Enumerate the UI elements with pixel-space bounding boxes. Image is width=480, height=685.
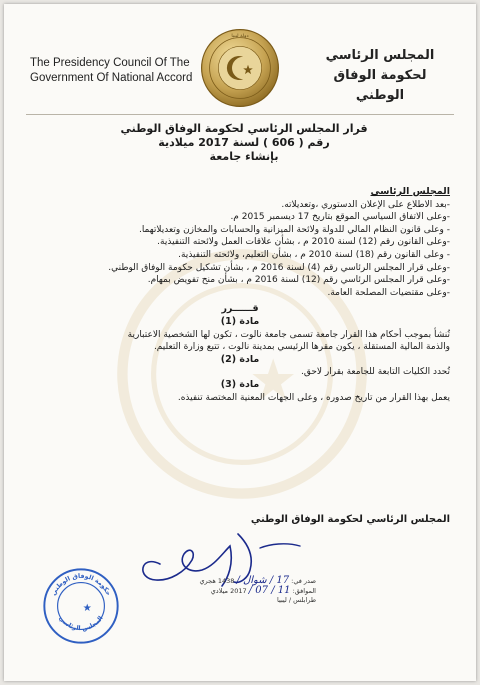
preamble-item: - وعلى القانون رقم (18) لسنة 2010 م ، بشأن التعليم، ولائحته التنفيذية. <box>178 249 450 260</box>
decree-body <box>30 186 450 404</box>
gregorian-date-line <box>196 586 316 596</box>
emblem-text: دولة ليبيا <box>231 33 249 39</box>
article3-heading: مادة (3) <box>220 378 260 390</box>
gregorian-date-handwritten: 11 / 07 / <box>248 585 291 596</box>
preamble-item: - وعلى قانون النظام المالي للدولة ولائحة الميزانية والحسابات والمخازن وتعديلاتهما. <box>138 224 450 235</box>
article2-heading: مادة (2) <box>220 353 260 365</box>
english-header-line1: The Presidency Council Of The <box>30 57 190 69</box>
document-page <box>4 4 476 681</box>
preamble-item: -وعلى الاتفاق السياسي الموقع بتاريخ 17 ديسمبر 2015 م. <box>230 212 450 223</box>
preamble-item: -بعد الاطلاع على الإعلان الدستوري ،وتعديلاته. <box>281 199 450 210</box>
article1-line: تُنشأ بموجب أحكام هذا القرار جامعة تسمى جامعة نالوت ، تكون لها الشخصية الاعتبارية <box>127 329 450 340</box>
decided-heading: قــــــرر <box>221 303 259 315</box>
official-stamp <box>42 567 120 645</box>
title-line1: قرار المجلس الرئاسي لحكومة الوفاق الوطني <box>120 122 368 135</box>
title-line3: بإنشاء جامعة <box>209 150 279 163</box>
state-emblem-icon <box>200 28 280 108</box>
arabic-header-line2: لحكومة الوفاق الوطني <box>333 68 427 103</box>
preamble-item: -وعلى قرار المجلس الرئاسي رقم (12) لسنة 2016 م ، بشأن منح تفويض بمهام. <box>147 275 450 286</box>
article1-heading: مادة (1) <box>220 315 260 327</box>
article1-line: والذمة المالية المستقلة ، يكون مقرها الرئيسي بمدينة نالوت ، تتبع وزارة التعليم. <box>153 342 450 353</box>
decree-title <box>84 122 404 164</box>
issue-place: طرابلس / ليبيا <box>277 596 316 604</box>
issue-date-block <box>196 576 316 605</box>
header-divider <box>26 114 454 115</box>
arabic-header-line1: المجلس الرئاسي <box>325 48 435 63</box>
preamble-item: -وعلى قرار المجلس الرئاسي رقم (4) لسنة 2016 م ، بشأن تشكيل حكومة الوفاق الوطني. <box>108 262 450 273</box>
signature-heading: المجلس الرئاسي لحكومة الوفاق الوطني <box>250 514 450 525</box>
issued-label: صدر في: <box>291 577 316 585</box>
preamble-item: -وعلى القانون رقم (12) لسنة 2010 م ، بشأن علاقات العمل ولائحته التنفيذية. <box>157 237 450 248</box>
article3-text: يعمل بهذا القرار من تاريخ صدوره ، وعلى الجهات المعنية المختصة تنفيذه. <box>177 392 450 403</box>
title-line2: رقم ( 606 ) لسنة 2017 ميلادية <box>158 136 330 149</box>
english-header <box>30 56 200 86</box>
stamp-ring-text: حكومة الوفاق الوطني <box>50 572 112 597</box>
english-header-line2: Government Of National Accord <box>30 72 193 84</box>
section-heading: المجلس الرئاسي <box>370 186 450 197</box>
hijri-suffix: 1438 هجري <box>199 577 235 585</box>
corresponding-label: الموافق: <box>292 587 316 595</box>
preamble-item: -وعلى مقتضيات المصلحة العامة. <box>327 287 450 298</box>
hijri-date-handwritten: 17 / شوال / <box>236 575 290 586</box>
stamp-bottom-text: المجلس الرئاسي <box>57 614 105 633</box>
svg-text:المجلس الرئاسي <box>57 615 104 633</box>
gregorian-suffix: 2017 ميلادي <box>210 587 247 595</box>
article2-text: تُحدد الكليات التابعة للجامعة بقرار لاحق. <box>300 367 450 378</box>
arabic-header <box>310 46 450 106</box>
